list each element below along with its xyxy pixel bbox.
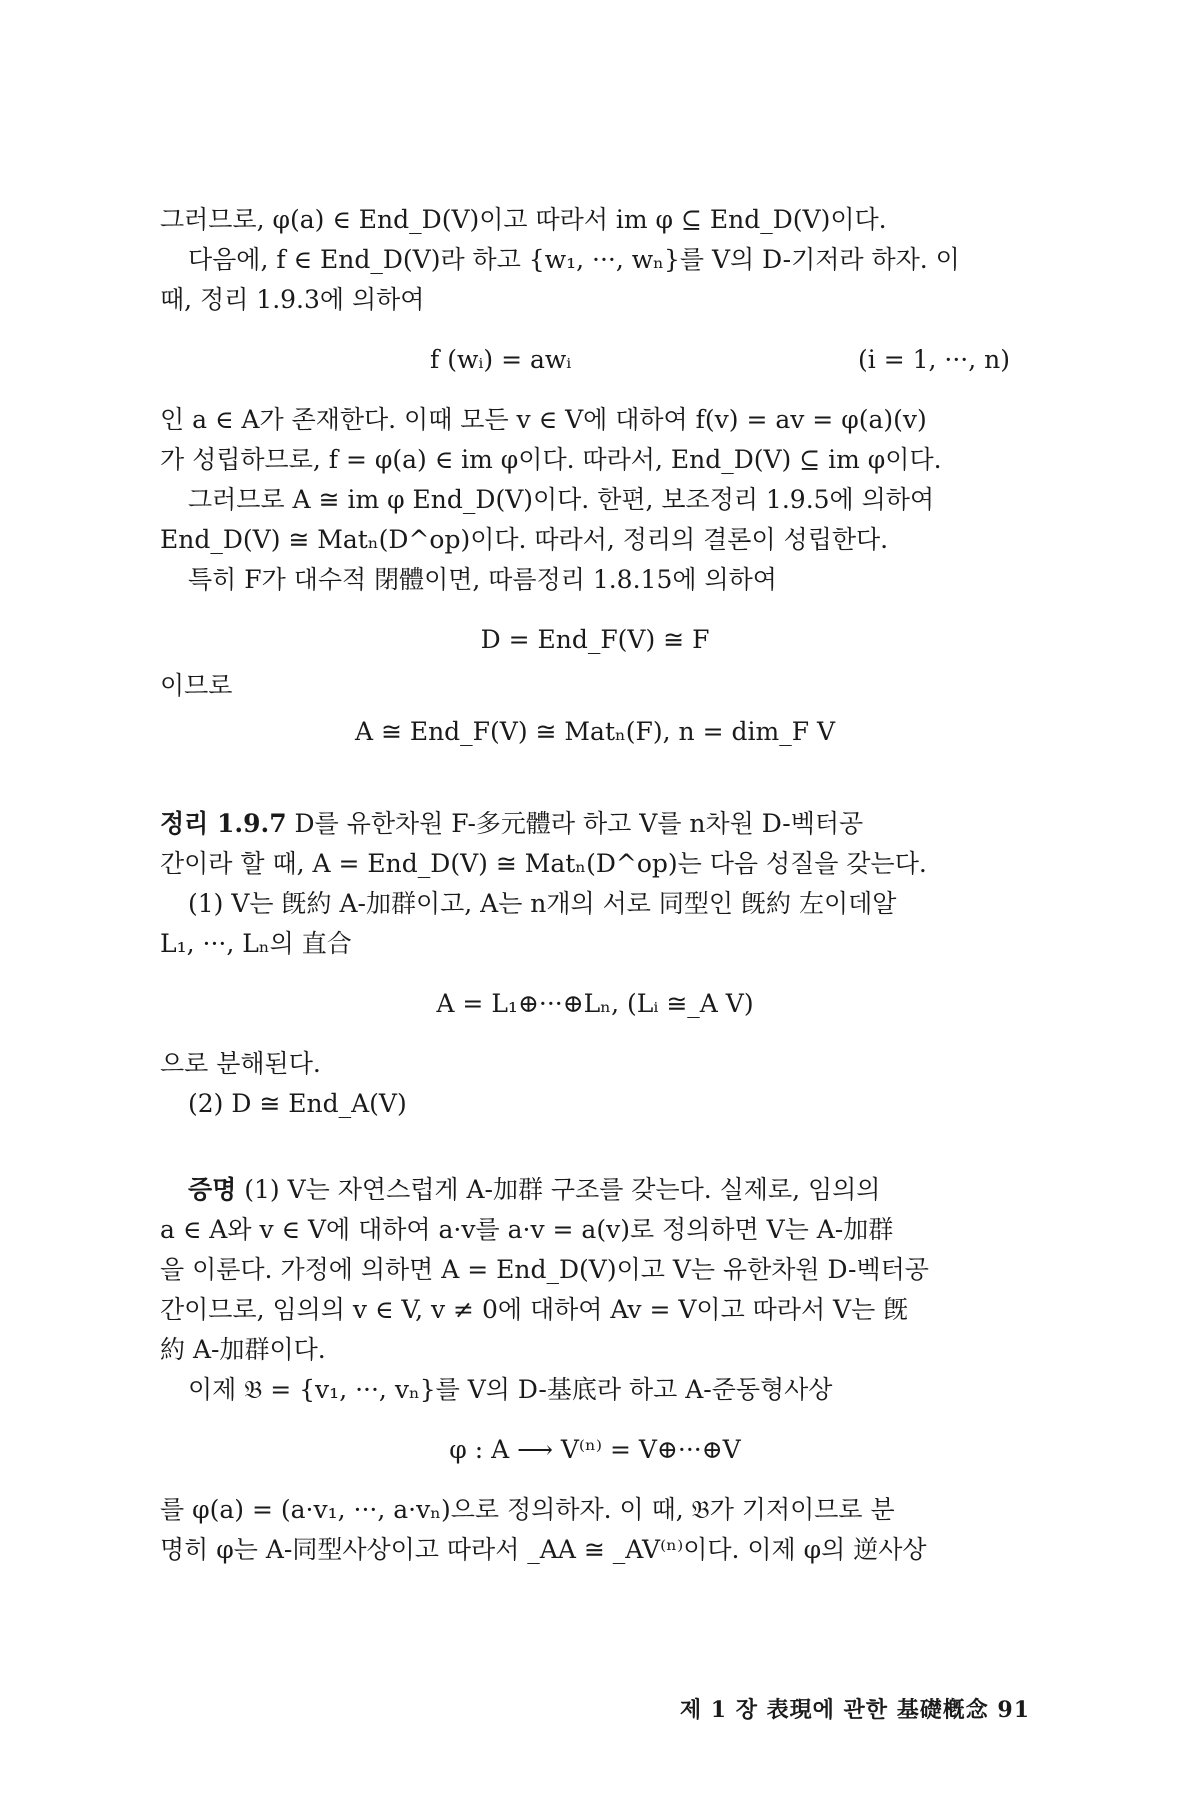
text-line: (2) D ≅ End_A(V) — [188, 1089, 407, 1118]
proof-heading-line — [160, 1170, 1030, 1210]
theorem-label: 정리 1.9.7 — [160, 809, 287, 838]
equation-condition: (i = 1, ···, n) — [858, 345, 1010, 374]
proof-text: (1) V는 자연스럽게 A-加群 구조를 갖는다. 실제로, 임의의 — [236, 1175, 881, 1204]
text-line: 인 a ∈ A가 존재한다. 이때 모든 v ∈ V에 대하여 f(v) = av = φ(a)(v) — [160, 405, 927, 434]
text-line: a ∈ A와 v ∈ V에 대하여 a·v를 a·v = a(v)로 정의하면 V는 A-加群 — [160, 1215, 894, 1244]
text-line: 그러므로 A ≅ im φ End_D(V)이다. 한편, 보조정리 1.9.5에 의하여 — [188, 485, 935, 514]
page-footer: 제 1 장 表現에 관한 基礎槪念 91 — [679, 1697, 1030, 1723]
text-line: 간이므로, 임의의 v ∈ V, v ≠ 0에 대하여 Av = V이고 따라서 V는 旣 — [160, 1295, 909, 1324]
text-line: 다음에, f ∈ End_D(V)라 하고 {w₁, ···, wₙ}를 V의 D-기저라 하자. 이 — [188, 245, 960, 274]
text-line: L₁, ···, Lₙ의 直合 — [160, 929, 352, 958]
text-line: 특히 F가 대수적 閉體이면, 따름정리 1.8.15에 의하여 — [188, 565, 777, 594]
equation — [160, 334, 1030, 386]
text-line: 을 이룬다. 가정에 의하면 A = End_D(V)이고 V는 유한차원 D-벡터공 — [160, 1255, 929, 1284]
text-line: 으로 분해된다. — [160, 1049, 321, 1078]
theorem-heading-line — [160, 804, 1030, 844]
text-line: 를 φ(a) = (a·v₁, ···, a·vₙ)으로 정의하자. 이 때, 𝔅가 기저이므로 분 — [160, 1495, 895, 1524]
text-line: 명히 φ는 A-同型사상이고 따라서 _AA ≅ _AV⁽ⁿ⁾이다. 이제 φ의 逆사상 — [160, 1535, 927, 1564]
text-line: End_D(V) ≅ Matₙ(D^op)이다. 따라서, 정리의 결론이 성립한다. — [160, 525, 889, 554]
text-line: 간이라 할 때, A = End_D(V) ≅ Matₙ(D^op)는 다음 성질을 갖는다. — [160, 849, 927, 878]
equation: D = End_F(V) ≅ F — [480, 625, 710, 654]
text-line: 約 A-加群이다. — [160, 1335, 326, 1364]
text-line: 이제 𝔅 = {v₁, ···, vₙ}를 V의 D-基底라 하고 A-준동형사상 — [188, 1375, 833, 1404]
text-line: 때, 정리 1.9.3에 의하여 — [160, 285, 425, 314]
text-line: (1) V는 旣約 A-加群이고, A는 n개의 서로 同型인 旣約 左이데알 — [188, 889, 897, 918]
theorem-text: D를 유한차원 F-多元體라 하고 V를 n차원 D-벡터공 — [286, 809, 864, 838]
text-line: 가 성립하므로, f = φ(a) ∈ im φ이다. 따라서, End_D(V) ⊆ im φ이다. — [160, 445, 942, 474]
text-line: 그러므로, φ(a) ∈ End_D(V)이고 따라서 im φ ⊆ End_D(V)이다. — [160, 205, 887, 234]
page-body — [160, 200, 1030, 1570]
equation-main: f (wᵢ) = awᵢ — [430, 345, 572, 374]
equation: A = L₁⊕···⊕Lₙ, (Lᵢ ≅_A V) — [436, 989, 754, 1018]
equation: φ : A ⟶ V⁽ⁿ⁾ = V⊕···⊕V — [449, 1435, 741, 1464]
equation: A ≅ End_F(V) ≅ Matₙ(F), n = dim_F V — [354, 717, 836, 746]
proof-label: 증명 — [188, 1175, 237, 1204]
text-line: 이므로 — [160, 671, 233, 700]
